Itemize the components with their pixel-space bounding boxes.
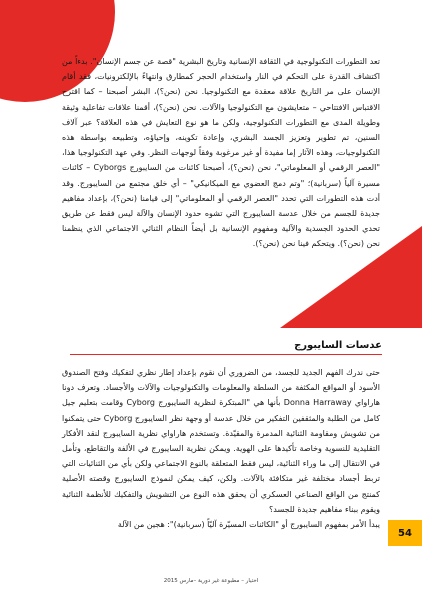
intro-paragraph: تعد التطورات التكنولوجية في الثقافة الإنسانية وتاريخ البشرية "قصة عن جسم الإنسان". بدءاً من اكتشاف القدرة على التحكم في النار واستخدام الحجر كمطارق وانتهاءً بالإلكترونيات، فقد أقام الإنسان على مر التاريخ علاقة معقدة مع التكنولوجيا. نحن (نحن؟)، البشر أصبحنا – كما اقترح الاقتباس الافتتاحي – متعايشون مع التكنولوجيا والآلات. نحن (نحن؟)، أقمنا علاقات تفاعلية وثيقة وطويلة المدى مع التطورات التكنولوجية، ولكن ما هو نوع التعايش في هذه العلاقة؟ عبر آلاف السنين، تم تطوير وتعزيز الجسد البشري، وإعادة تكوينه، وإحياؤه، وتطبيعه بواسطة هذه التكنولوجيات، وهذه الآثار إما مفيدة أو غير مرغوبة وفقاً لوجهات النظر. وفي عهد التكنولوجيا هذا، "العصر الرقمي أو المعلوماتي"، نحن (نحن؟)، أصبحنا كائنات من السايبورج Cyborgs – كائنات مسيرة آلياً (سربانية)؛ "وتم دمج العضوي مع الميكانيكي" – أي خلق مجتمع من السايبورج. وقد أدت هذه التطورات التي تحدد "العصر الرقمي أو المعلوماتي" إلى قيامنا (نحن؟)، بإعداد مفاهيم جديدة للجسم من خلال عدسة السايبورج التي تشوه حدود الإنسان والآلة ليس فقط عن طريق تحدي الحدود الجسدية والآلية ومفهوم الإنسانية بل أيضاً النظام الثنائي الاجتماعي الذي ينظمنا نحن (نحن؟). ويتحكم فينا نحن (نحن؟). xyxy=(62,57,380,249)
page-number-badge: 54 xyxy=(388,520,422,546)
section-paragraph-2: يبدأ الأمر بمفهوم السايبورج أو "الكائنات المسيّرة آليّاً (سربانية)": هجين من الآلة xyxy=(117,520,380,530)
section-text-block xyxy=(62,365,380,532)
page-footer: اختيار – مطبوعة غير دورية –مارس 2015 xyxy=(163,578,259,584)
section-paragraph-1: حتى ندرك الفهم الجديد للجسد، من الضروري أن نقوم بإعداد إطار نظري لتفكيك وفتح الصندوق الأسود أو المواقع المكثفة من السلطة والمعلومات والتكنولوجيات والآلات والأجساد. وتعرف دونا هاراواي Donna Harraway بأنها هي "المبتكرة لنظرية السايبورج Cyborg وقامت بتعليم جيل كامل من الطلبة والمثقفين التفكير من خلال عدسة أو وجهة نظر السايبورج Cyborg حتى يتمكنوا من تشويش ومقاومة الثنائية المدمرة والمقيّدة. وتستخدم هاراواي نظرية السايبورج لنقد الأفكار التقليدية للنسوية وخاصة تأكيدها على الهوية. ويمكن نظرية السايبورج في الألفة والتقاطع، وتأمل في الانتقال إلى ما وراء الثنائية، ليس فقط المتعلقة بالنوع الاجتماعي ولكن بأي من الثنائيات التي تربط أجساد مختلفة غير متكافئة بالآلات. ولكن، كيف يمكن لنموذج السايبورج وقصته الأصلية كمنتج من الواقع الصناعي العسكري أن يحقق هذه النوع من التشويش والتفكيك للأنظمة الثنائية ويقوم ببناء مفاهيم جديدة للجسد؟ xyxy=(62,368,381,514)
section-heading-underline xyxy=(70,354,382,355)
section-heading: عدسات السايبورج xyxy=(294,339,382,351)
intro-text-block xyxy=(62,54,380,252)
